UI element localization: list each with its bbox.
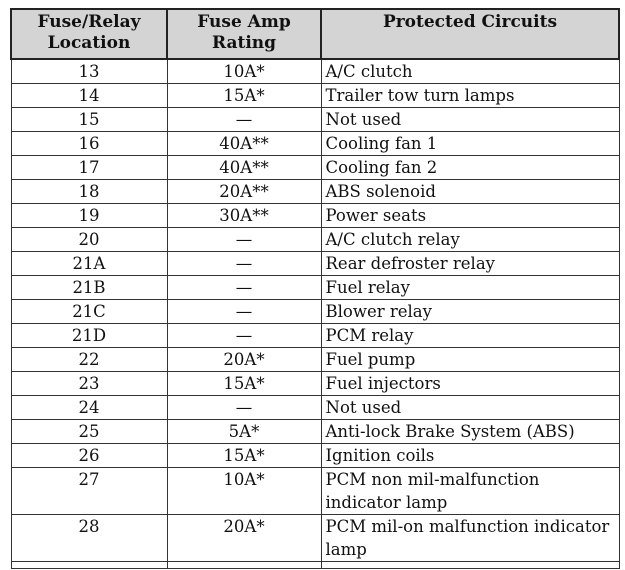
location-cell: 22: [11, 348, 167, 372]
location-cell: 18: [11, 180, 167, 204]
circuit-cell: ABS solenoid: [321, 180, 619, 204]
location-cell: 17: [11, 156, 167, 180]
rating-cell: 15A*: [167, 444, 321, 468]
location-cell: 19: [11, 204, 167, 228]
rating-cell: —: [167, 324, 321, 348]
table-row: [11, 396, 619, 420]
circuit-cell: Power seats: [321, 204, 619, 228]
table-row: [11, 468, 619, 515]
circuit-cell: Rear defroster relay: [321, 252, 619, 276]
table-row: [11, 156, 619, 180]
location-cell: 13: [11, 59, 167, 84]
circuit-cell: Fuel injectors: [321, 372, 619, 396]
empty-cell: [321, 562, 619, 569]
rating-cell: 15A*: [167, 84, 321, 108]
location-cell: 14: [11, 84, 167, 108]
empty-cell: [167, 562, 321, 569]
location-cell: 21A: [11, 252, 167, 276]
location-cell: 24: [11, 396, 167, 420]
location-cell: 21C: [11, 300, 167, 324]
table-row: [11, 444, 619, 468]
rating-cell: 10A*: [167, 468, 321, 515]
circuit-cell: A/C clutch: [321, 59, 619, 84]
table-header-row: [11, 9, 619, 59]
table-row: [11, 348, 619, 372]
location-cell: 16: [11, 132, 167, 156]
circuit-cell: Fuel relay: [321, 276, 619, 300]
rating-cell: 20A*: [167, 515, 321, 562]
circuit-cell: Cooling fan 2: [321, 156, 619, 180]
rating-cell: 20A*: [167, 348, 321, 372]
rating-cell: 15A*: [167, 372, 321, 396]
table-row: [11, 420, 619, 444]
circuit-cell: Cooling fan 1: [321, 132, 619, 156]
circuit-cell: PCM mil-on malfunction indicator lamp: [321, 515, 619, 562]
rating-cell: 5A*: [167, 420, 321, 444]
rating-cell: 30A**: [167, 204, 321, 228]
rating-cell: —: [167, 396, 321, 420]
table-row: [11, 204, 619, 228]
table-row: [11, 372, 619, 396]
circuit-cell: Blower relay: [321, 300, 619, 324]
circuit-cell: PCM relay: [321, 324, 619, 348]
header-circuits: Protected Circuits: [321, 9, 619, 59]
table-row: [11, 108, 619, 132]
table-row: [11, 180, 619, 204]
location-cell: 15: [11, 108, 167, 132]
location-cell: 28: [11, 515, 167, 562]
location-cell: 23: [11, 372, 167, 396]
empty-cell: [11, 562, 167, 569]
table-row: [11, 132, 619, 156]
table-row: [11, 324, 619, 348]
location-cell: 21D: [11, 324, 167, 348]
circuit-cell: Anti-lock Brake System (ABS): [321, 420, 619, 444]
rating-cell: 20A**: [167, 180, 321, 204]
rating-cell: —: [167, 228, 321, 252]
circuit-cell: A/C clutch relay: [321, 228, 619, 252]
location-cell: 26: [11, 444, 167, 468]
circuit-cell: Not used: [321, 108, 619, 132]
rating-cell: 40A**: [167, 132, 321, 156]
circuit-cell: Fuel pump: [321, 348, 619, 372]
rating-cell: 40A**: [167, 156, 321, 180]
table-row: [11, 276, 619, 300]
rating-cell: —: [167, 108, 321, 132]
circuit-cell: Trailer tow turn lamps: [321, 84, 619, 108]
header-location: Fuse/Relay Location: [11, 9, 167, 59]
table-row: [11, 515, 619, 562]
circuit-cell: PCM non mil-malfunction indicator lamp: [321, 468, 619, 515]
location-cell: 21B: [11, 276, 167, 300]
table-row: [11, 252, 619, 276]
table-row: [11, 84, 619, 108]
circuit-cell: Ignition coils: [321, 444, 619, 468]
rating-cell: —: [167, 252, 321, 276]
table-row: [11, 228, 619, 252]
table-row: [11, 300, 619, 324]
rating-cell: —: [167, 300, 321, 324]
rating-cell: 10A*: [167, 59, 321, 84]
location-cell: 25: [11, 420, 167, 444]
location-cell: 27: [11, 468, 167, 515]
rating-cell: —: [167, 276, 321, 300]
table-row-cutoff: [11, 562, 619, 569]
header-rating: Fuse Amp Rating: [167, 9, 321, 59]
fuse-relay-table: [10, 8, 620, 569]
circuit-cell: Not used: [321, 396, 619, 420]
location-cell: 20: [11, 228, 167, 252]
table-row: [11, 59, 619, 84]
